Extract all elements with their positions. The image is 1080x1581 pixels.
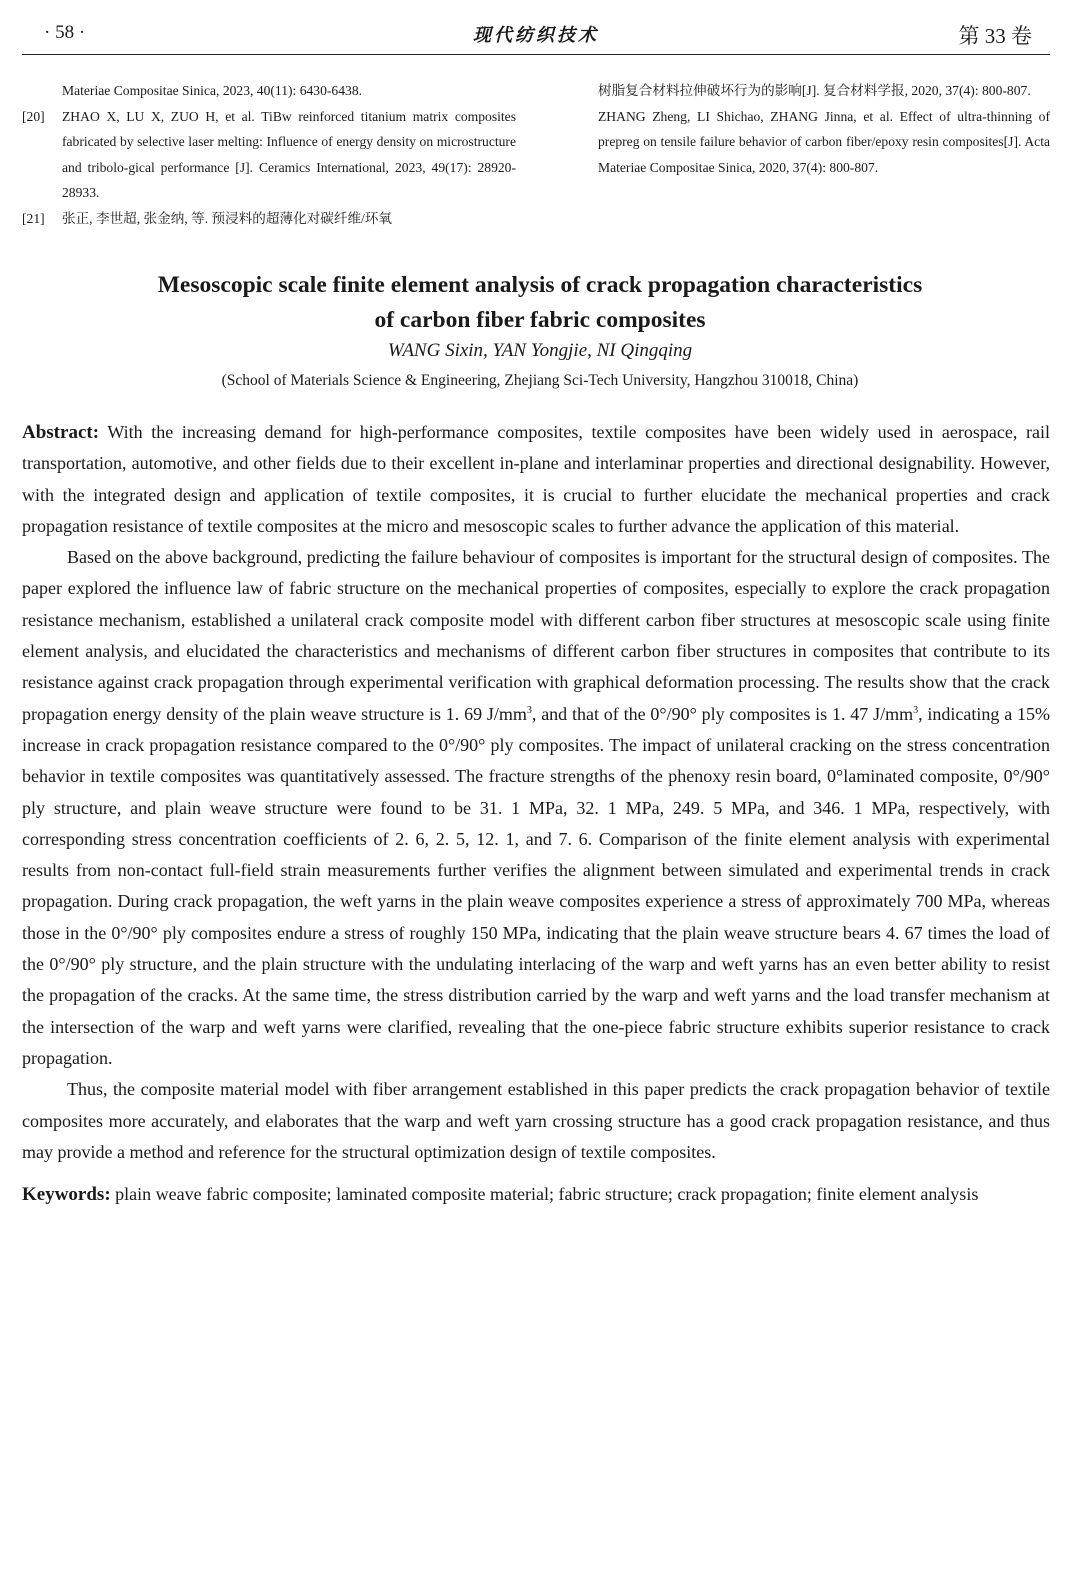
reference-column-left xyxy=(22,78,516,232)
reference-text: 张正, 李世超, 张金纳, 等. 预浸料的超薄化对碳纤维/环氧 xyxy=(62,210,393,226)
running-header xyxy=(22,18,1050,55)
reference-item xyxy=(598,104,1050,181)
superscript: 3 xyxy=(526,704,532,716)
journal-name: 现代纺织技术 xyxy=(473,25,599,45)
abstract-text: Based on the above background, predicting the failure behaviour of composites is important for the structural design of composites. The paper explored the influence law of fabric structure on the mechanical properties of composites, especially to explore the crack propagation resistance mechanism, established a unilateral crack composite model with different carbon fiber structures at mesoscopic scale using finite element analysis, and elucidated the characteristics and mechanisms of different carbon fiber structures in composites that contribute to its resistance against crack propagation through experimental verification with graphical deformation processing. The results show that the crack propagation energy density of the plain weave structure is 1. 69 J/mm xyxy=(22,547,1050,724)
reference-item xyxy=(22,206,516,232)
reference-item xyxy=(22,78,516,104)
reference-number: [20] xyxy=(22,108,45,124)
abstract-section xyxy=(22,417,1050,1210)
abstract-text: With the increasing demand for high-performance composites, textile composites have been widely used in aerospace, rail transportation, automotive, and other fields due to their excellent in-plane and interlaminar properties and directional designability. However, with the integrated design and application of textile composites, it is crucial to further elucidate the mechanical properties and crack propagation resistance of textile composites at the micro and mesoscopic scales to further advance the application of this material. xyxy=(22,422,1050,536)
volume-label: 第 33 卷 xyxy=(958,24,1032,48)
abstract-paragraph xyxy=(22,417,1050,542)
keywords-label: Keywords: xyxy=(22,1184,111,1206)
abstract-label: Abstract: xyxy=(22,422,100,443)
keywords-paragraph xyxy=(22,1179,1050,1210)
abstract-text: , and that of the 0°/90° ply composites is 1. 47 J/mm xyxy=(531,703,914,724)
reference-text: Materiae Compositae Sinica, 2023, 40(11): 6430-6438. xyxy=(62,83,363,98)
abstract-paragraph xyxy=(22,1074,1050,1168)
reference-item xyxy=(598,78,1050,104)
abstract-paragraph xyxy=(22,542,1050,1074)
title-line: Mesoscopic scale finite element analysis of crack propagation characteristics xyxy=(157,272,923,298)
page-number: · 58 · xyxy=(44,22,86,43)
superscript: 3 xyxy=(913,704,919,716)
reference-text: ZHAO X, LU X, ZUO H, et al. TiBw reinforced titanium matrix composites fabricated by selective laser melting: Influence of energy density on microstructure and tribolo-gical performance [J]. Ceramics International, 2023, 49(17): 28920-28933. xyxy=(62,108,516,201)
affiliation: (School of Materials Science & Engineering, Zhejiang Sci-Tech University, Hangzhou 310018, China) xyxy=(221,372,859,389)
reference-item xyxy=(22,104,516,206)
reference-number: [21] xyxy=(22,210,45,226)
abstract-text: Thus, the composite material model with fiber arrangement established in this paper predicts the crack propagation behavior of textile composites more accurately, and elaborates that the warp and weft yarn crossing structure has a good crack propagation resistance, and thus may provide a method and reference for the structural optimization design of textile composites. xyxy=(22,1079,1050,1162)
abstract-text: , indicating a 15% increase in crack propagation resistance compared to the 0°/90° ply composites. The impact of unilateral cracking on the stress concentration behavior in textile composites was quantitatively assessed. The fracture strengths of the phenoxy resin board, 0°laminated composite, 0°/90° ply structure, and plain weave structure were found to be 31. 1 MPa, 32. 1 MPa, 249. 5 MPa, and 346. 1 MPa, respectively, with corresponding stress concentration coefficients of 2. 6, 2. 5, 12. 1, and 7. 6. Comparison of the finite element analysis with experimental results from non-contact full-field strain measurements further verifies the alignment between simulated and experimental trends in crack propagation. During crack propagation, the weft yarns in the plain weave composites experience a stress of approximately 700 MPa, whereas those in the 0°/90° ply composites endure a stress of roughly 150 MPa, indicating that the plain weave structure bears 4. 67 times the load of the 0°/90° ply structure, and the plain structure with the undulating interlacing of the warp and weft yarns has an even better ability to resist the propagation of the cracks. At the same time, the stress distribution carried by the warp and weft yarns and the load transfer mechanism at the intersection of the warp and weft yarns were clarified, revealing that the one-piece fabric structure exhibits superior resistance to crack propagation. xyxy=(22,703,1050,1068)
article-title xyxy=(60,268,1020,338)
reference-text: ZHANG Zheng, LI Shichao, ZHANG Jinna, et al. Effect of ultra-thinning of prepreg on tensile failure behavior of carbon fiber/epoxy resin composites[J]. Acta Materiae Compositae Sinica, 2020, 37(4): 800-807. xyxy=(598,108,1050,175)
title-line: of carbon fiber fabric composites xyxy=(374,307,706,333)
reference-column-right xyxy=(598,78,1050,180)
author-list: WANG Sixin, YAN Yongjie, NI Qingqing xyxy=(387,340,693,361)
keywords-text: plain weave fabric composite; laminated composite material; fabric structure; crack propagation; finite element analysis xyxy=(115,1184,979,1205)
reference-text: 树脂复合材料拉伸破坏行为的影响[J]. 复合材料学报, 2020, 37(4): 800-807. xyxy=(598,83,1031,98)
